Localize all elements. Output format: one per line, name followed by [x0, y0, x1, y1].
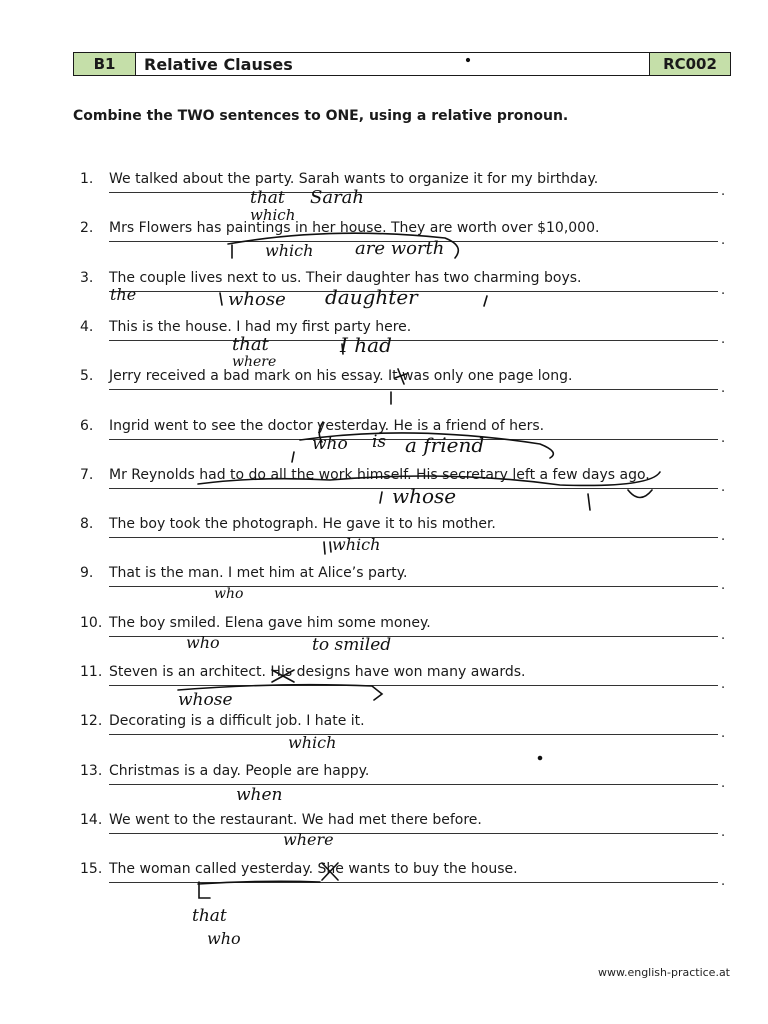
answer-line[interactable] [109, 734, 718, 735]
answer-line[interactable] [109, 340, 718, 341]
exercise-item [0, 319, 768, 359]
item-number: 3. [80, 269, 94, 286]
item-number: 7. [80, 466, 94, 483]
handwritten-word: which [265, 241, 314, 260]
answer-end-period: . [721, 627, 726, 643]
answer-end-period: . [721, 824, 726, 840]
handwritten-word: where [283, 830, 334, 849]
answer-line[interactable] [109, 636, 718, 637]
item-sentence: The boy took the photograph. He gave it to his mother. [109, 516, 496, 533]
answer-line[interactable] [109, 389, 718, 390]
worksheet-header [73, 52, 731, 76]
answer-end-period: . [721, 282, 726, 298]
item-sentence: Decorating is a difficult job. I hate it. [109, 713, 365, 730]
handwritten-word: Sarah [310, 187, 364, 208]
answer-end-period: . [721, 479, 726, 495]
answer-line[interactable] [109, 192, 718, 193]
answer-line[interactable] [109, 882, 718, 883]
item-sentence: We talked about the party. Sarah wants to organize it for my birthday. [109, 171, 599, 187]
answer-end-period: . [721, 578, 726, 594]
handwritten-word: when [236, 785, 283, 805]
exercise-item [0, 270, 768, 310]
handwritten-word: whose [178, 690, 233, 710]
exercise-item [0, 220, 768, 260]
answer-line[interactable] [109, 439, 718, 440]
handwritten-word: whose [392, 484, 457, 508]
answer-end-period: . [721, 381, 726, 397]
answer-end-period: . [721, 775, 726, 791]
answer-end-period: . [721, 529, 726, 545]
answer-line[interactable] [109, 488, 718, 489]
handwritten-word: who [312, 434, 348, 454]
answer-end-period: . [721, 726, 726, 742]
worksheet-code: RC002 [650, 53, 730, 75]
exercise-item [0, 812, 768, 852]
answer-line[interactable] [109, 241, 718, 242]
answer-line[interactable] [109, 685, 718, 686]
handwritten-word: whose [228, 289, 286, 310]
handwritten-word: where [232, 354, 277, 370]
answer-line[interactable] [109, 586, 718, 587]
item-number: 11. [80, 664, 103, 680]
item-sentence: The boy smiled. Elena gave him some money. [109, 614, 431, 631]
answer-end-period: . [721, 184, 726, 199]
item-sentence: We went to the restaurant. We had met there before. [109, 811, 482, 828]
exercise-item [0, 763, 768, 803]
item-number: 13. [80, 762, 103, 779]
answer-end-period: . [721, 677, 726, 692]
answer-line[interactable] [109, 784, 718, 785]
worksheet-title: Relative Clauses [136, 53, 650, 75]
item-sentence: Ingrid went to see the doctor yesterday. He is a friend of hers. [109, 417, 545, 434]
item-number: 6. [80, 417, 94, 434]
item-number: 1. [80, 171, 94, 187]
handwritten-word: which [288, 733, 337, 752]
handwritten-word: a friend [405, 433, 485, 457]
handwritten-word: the [110, 285, 137, 304]
item-number: 4. [80, 318, 94, 335]
exercise-item [0, 418, 768, 458]
handwritten-word: to smiled [312, 635, 392, 655]
answer-end-period: . [721, 430, 726, 446]
exercise-item [0, 467, 768, 507]
item-sentence: This is the house. I had my first party here. [109, 318, 412, 335]
exercise-item [0, 368, 768, 408]
item-sentence: Mrs Flowers has paintings in her house. They are worth over $10,000. [109, 220, 600, 237]
instruction: Combine the TWO sentences to ONE, using a relative pronoun. [73, 108, 569, 124]
level-badge: B1 [74, 53, 136, 75]
handwritten-word: are worth [355, 238, 445, 259]
handwritten-word: who [207, 929, 241, 948]
item-sentence: Mr Reynolds had to do all the work himself. His secretary left a few days ago. [109, 466, 650, 483]
handwritten-word: who [214, 586, 244, 602]
handwritten-word: is [372, 432, 387, 452]
item-number: 14. [80, 811, 103, 828]
exercise-item [0, 565, 768, 605]
item-number: 9. [80, 565, 94, 582]
handwritten-word: that [250, 188, 285, 208]
item-number: 15. [80, 861, 103, 878]
item-number: 8. [80, 516, 94, 533]
item-sentence: Steven is an architect. His designs have won many awards. [109, 664, 526, 680]
handwritten-word: who [186, 633, 220, 652]
answer-end-period: . [721, 331, 726, 347]
item-sentence: Christmas is a day. People are happy. [109, 762, 370, 779]
answer-line[interactable] [109, 291, 718, 292]
answer-line[interactable] [109, 537, 718, 538]
item-number: 2. [80, 220, 94, 237]
item-sentence: The woman called yesterday. She wants to buy the house. [109, 861, 518, 878]
item-sentence: That is the man. I met him at Alice’s party. [109, 565, 408, 582]
exercise-item [0, 171, 768, 211]
item-number: 5. [80, 368, 94, 385]
item-number: 12. [80, 713, 103, 730]
handwritten-word: that [232, 334, 269, 355]
exercise-item [0, 516, 768, 556]
exercise-item [0, 615, 768, 655]
stray-dot [539, 757, 542, 760]
handwritten-word: which [250, 206, 296, 224]
handwritten-word: which [332, 535, 381, 554]
handwritten-word: daughter [325, 285, 418, 309]
handwritten-word: I had [340, 333, 392, 357]
handwritten-word: that [192, 906, 227, 926]
exercise-item [0, 861, 768, 901]
answer-end-period: . [721, 874, 726, 890]
exercise-item [0, 713, 768, 753]
item-number: 10. [80, 614, 103, 631]
answer-end-period: . [721, 233, 726, 249]
item-sentence: The couple lives next to us. Their daughter has two charming boys. [109, 269, 582, 286]
answer-line[interactable] [109, 833, 718, 834]
exercise-item [0, 664, 768, 704]
footer-url: www.english-practice.at [597, 966, 730, 979]
item-sentence: Jerry received a bad mark on his essay. It was only one page long. [109, 368, 573, 385]
